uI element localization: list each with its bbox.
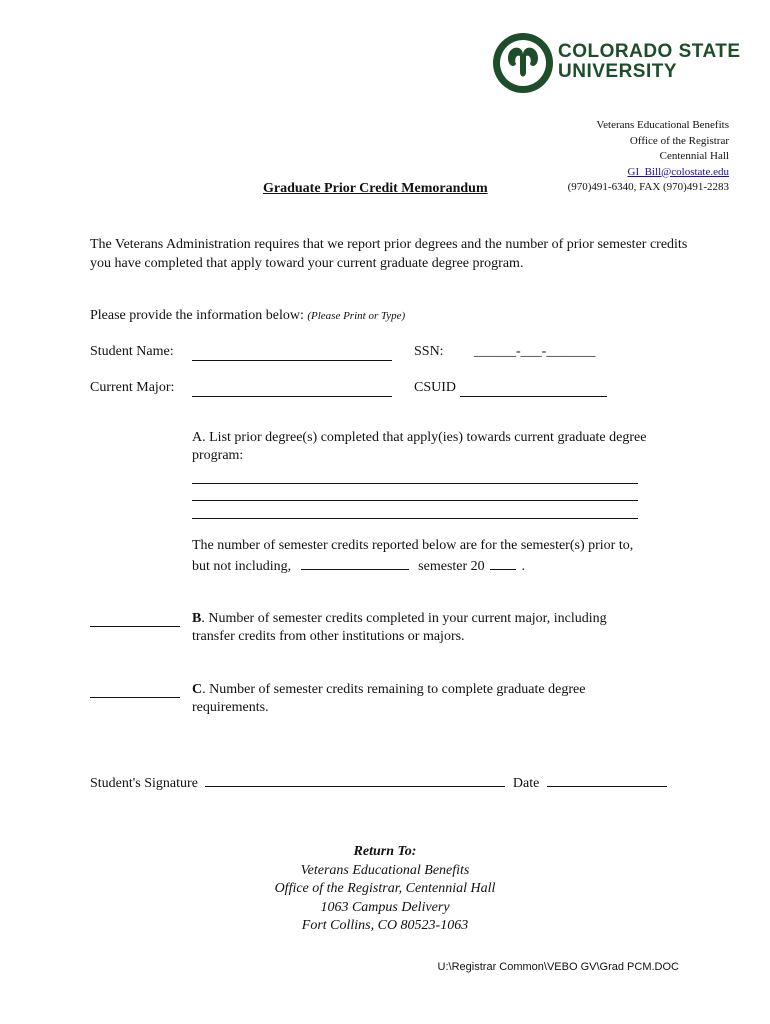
- page-title: Graduate Prior Credit Memorandum: [263, 181, 488, 196]
- date-label: Date: [512, 776, 540, 791]
- student-name-label: Student Name:: [90, 344, 174, 359]
- section-c-letter: C: [192, 682, 203, 697]
- section-a-description: . List prior degree(s) completed that apply(ies) towards current graduate degree program:: [192, 430, 647, 463]
- section-a-text: [192, 429, 662, 465]
- logo-line-2: UNIVERSITY: [558, 61, 678, 82]
- provide-instructions: [90, 308, 405, 324]
- provide-text: Please provide the information below:: [90, 308, 308, 323]
- intro-paragraph: The Veterans Administration requires that we report prior degrees and the number of prior semester credits you have completed that apply toward your current graduate degree program.: [90, 237, 688, 271]
- section-c-line-2: requirements.: [192, 700, 269, 715]
- credits-note: [192, 537, 662, 576]
- current-major-label: Current Major:: [90, 380, 175, 395]
- section-a-letter: A: [192, 430, 203, 445]
- contact-email-link[interactable]: GI_Bill@colostate.edu: [627, 165, 729, 178]
- prior-degree-line-3[interactable]: [192, 518, 638, 519]
- ram-logo-icon: [492, 32, 554, 94]
- contact-block: [568, 118, 729, 196]
- logo-line-1: COLORADO STATE: [558, 41, 741, 62]
- return-to-heading: Return To:: [353, 844, 417, 859]
- contact-building: Centennial Hall: [659, 150, 729, 162]
- prior-degree-line-2[interactable]: [192, 500, 638, 501]
- prior-degree-line-1[interactable]: [192, 483, 638, 484]
- contact-office: Veterans Educational Benefits: [596, 119, 729, 131]
- ssn-label: SSN:: [414, 344, 444, 359]
- semester-year-field[interactable]: [490, 555, 516, 570]
- credits-note-line-2: [192, 555, 662, 576]
- contact-registrar: Office of the Registrar: [629, 134, 729, 147]
- student-name-field[interactable]: [192, 344, 392, 361]
- contact-phone: (970)491-6340, FAX (970)491-2283: [567, 181, 729, 193]
- return-to-registrar: Office of the Registrar, Centennial Hall: [274, 881, 496, 896]
- semester-term-field[interactable]: [301, 555, 409, 570]
- credits-note-semester: semester 20: [418, 559, 485, 574]
- return-to-block: [0, 843, 770, 936]
- section-b-text: [192, 610, 662, 646]
- signature-field[interactable]: [205, 772, 505, 787]
- provide-note: (Please Print or Type): [307, 310, 406, 322]
- signature-label: Student's Signature: [90, 776, 198, 791]
- section-b-line-1: . Number of semester credits completed in your current major, including: [201, 611, 607, 626]
- section-c-credits-field[interactable]: [90, 683, 180, 698]
- csu-logo: [492, 32, 742, 96]
- return-to-city: Fort Collins, CO 80523-1063: [301, 918, 469, 933]
- section-c-line-1: . Number of semester credits remaining to complete graduate degree: [202, 682, 586, 697]
- csuid-label: CSUID: [414, 380, 457, 395]
- return-to-office: Veterans Educational Benefits: [300, 862, 470, 878]
- section-b-credits-field[interactable]: [90, 612, 180, 627]
- section-b-letter: B: [192, 611, 202, 626]
- section-c-text: [192, 681, 662, 717]
- return-to-delivery: 1063 Campus Delivery: [320, 899, 450, 915]
- current-major-field[interactable]: [192, 380, 392, 397]
- logo-wordmark: [558, 42, 741, 82]
- section-b-line-2: transfer credits from other institutions or majors.: [192, 629, 465, 644]
- credits-note-line-1: The number of semester credits reported below are for the semester(s) prior to,: [192, 538, 634, 553]
- file-path-footer: U:\Registrar Common\VEBO GV\Grad PCM.DOC: [437, 961, 679, 973]
- credits-note-prefix: but not including,: [192, 559, 292, 574]
- csuid-field[interactable]: [460, 380, 607, 397]
- credits-note-period: .: [521, 559, 526, 574]
- signature-row: [90, 772, 667, 792]
- ssn-field[interactable]: ______-___-_______: [474, 344, 596, 359]
- date-field[interactable]: [547, 772, 667, 787]
